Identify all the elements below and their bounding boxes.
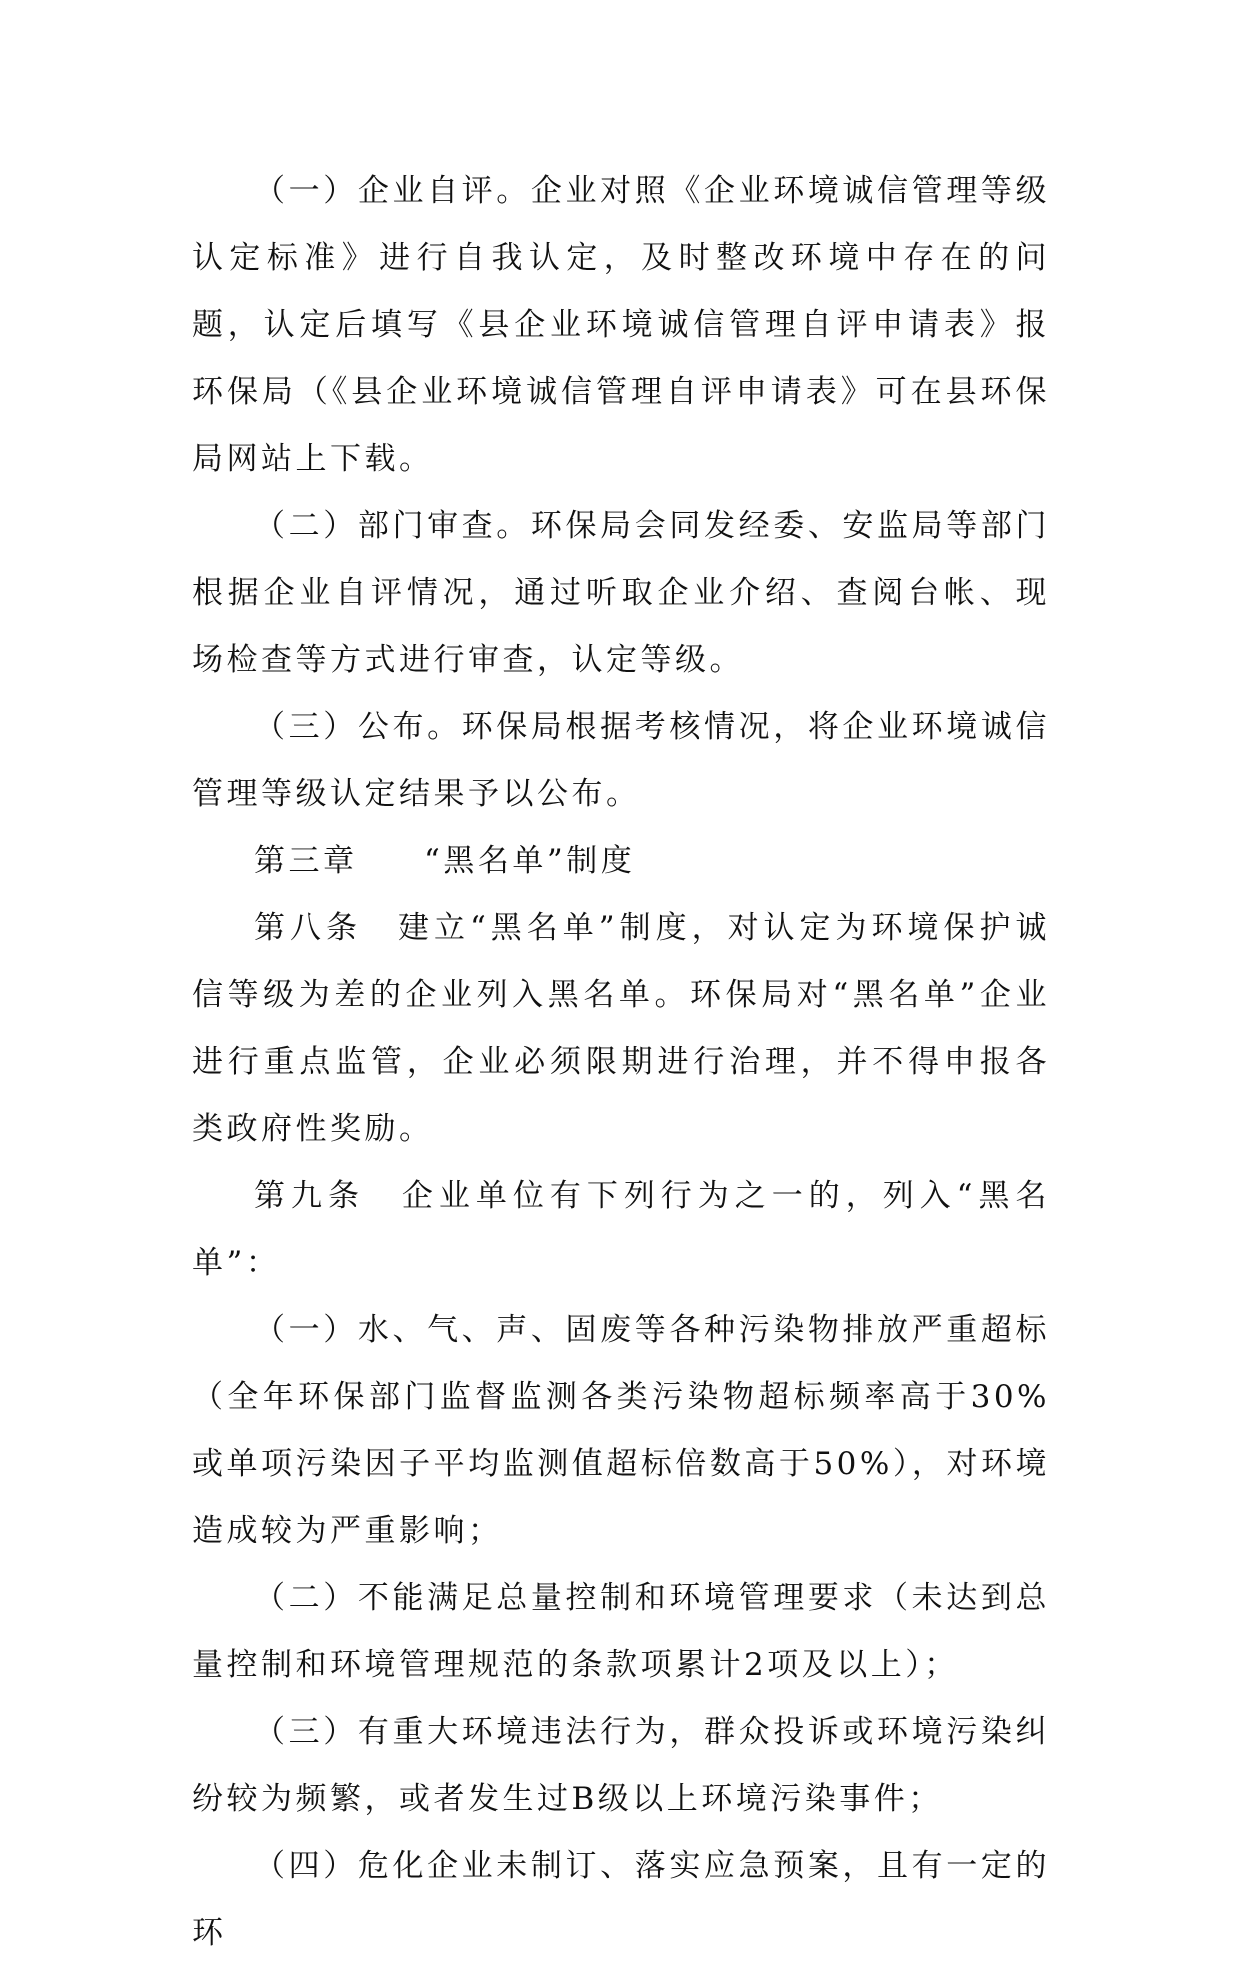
- chapter-heading: [192, 828, 1050, 895]
- chapter-number: 第三章: [254, 843, 358, 879]
- list-item-4: （四）危化企业未制订、落实应急预案，且有一定的环: [192, 1848, 1050, 1951]
- chapter-title: “黑名单”制度: [424, 843, 636, 879]
- list-item-1: （一）水、气、声、固废等各种污染物排放严重超标（全年环保部门监督监测各类污染物超标频率高于30%或单项污染因子平均监测值超标倍数高于50%），对环境造成较为严重影响；: [192, 1312, 1050, 1549]
- paragraph-department-review: （二）部门审查。环保局会同发经委、安监局等部门根据企业自评情况，通过听取企业介绍、查阅台帐、现场检查等方式进行审查，认定等级。: [192, 508, 1050, 678]
- list-item-3: （三）有重大环境违法行为，群众投诉或环境污染纠纷较为频繁，或者发生过B级以上环境污染事件；: [192, 1714, 1050, 1817]
- document-page: [192, 158, 1050, 1967]
- list-item-2: （二）不能满足总量控制和环境管理要求（未达到总量控制和环境管理规范的条款项累计2项及以上）；: [192, 1580, 1050, 1683]
- paragraph-publication: （三）公布。环保局根据考核情况，将企业环境诚信管理等级认定结果予以公布。: [192, 709, 1050, 812]
- article-nine: 第九条 企业单位有下列行为之一的，列入“黑名单”：: [192, 1178, 1050, 1281]
- paragraph-self-evaluation: （一）企业自评。企业对照《企业环境诚信管理等级认定标准》进行自我认定，及时整改环境中存在的问题，认定后填写《县企业环境诚信管理自评申请表》报环保局（《县企业环境诚信管理自评申请表》可在县环保局网站上下载。: [192, 173, 1050, 477]
- article-eight: 第八条 建立“黑名单”制度，对认定为环境保护诚信等级为差的企业列入黑名单。环保局对“黑名单”企业进行重点监管，企业必须限期进行治理，并不得申报各类政府性奖励。: [192, 910, 1050, 1147]
